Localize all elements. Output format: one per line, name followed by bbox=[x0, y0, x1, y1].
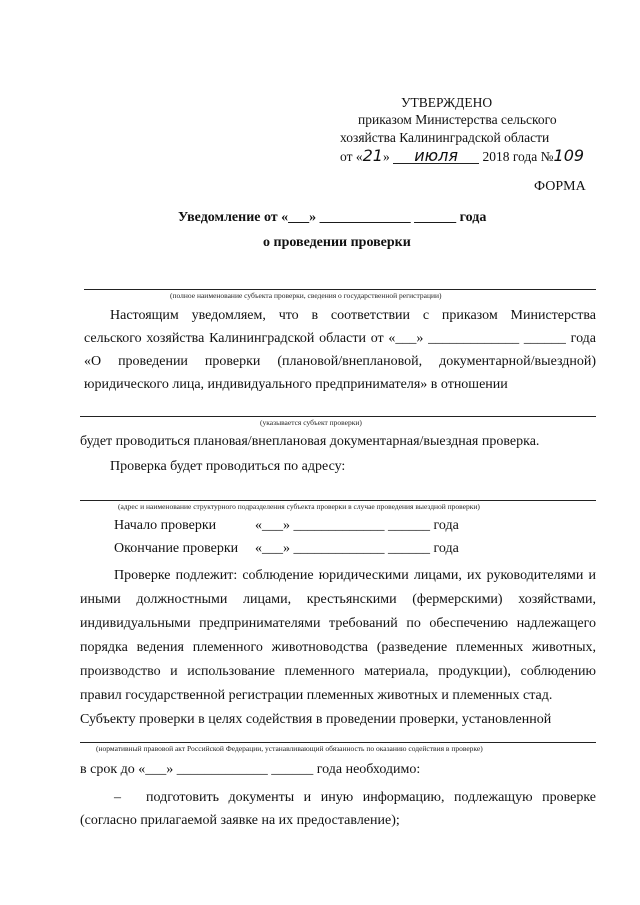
deadline-line: в срок до «___» _____________ ______ года необходимо: bbox=[80, 762, 421, 777]
bullet-dash: – bbox=[114, 790, 121, 805]
paragraph-2-line-2: иными должностными лицами, крестьянскими (фермерскими) хозяйствами, bbox=[80, 592, 596, 607]
paragraph-2-line-7: Субъекту проверки в целях содействия в проведении проверки, установленной bbox=[80, 712, 552, 727]
approval-line-1: приказом Министерства сельского bbox=[358, 112, 557, 127]
paragraph-1-line-3: «О проведении проверки (плановой/внеплановой, документарной/выездной) bbox=[84, 354, 596, 369]
paragraph-2-line-4: порядка ведения племенного животноводства (разведение племенных животных, bbox=[80, 640, 596, 655]
handwritten-day: 21 bbox=[362, 146, 383, 165]
notice-heading: Уведомление от «___» _____________ ______ года bbox=[178, 210, 487, 225]
caption-subject: (указывается субъект проверки) bbox=[260, 418, 362, 427]
caption-address: (адрес и наименование структурного подразделения субъекта проверки в случае проведения выездной проверки) bbox=[118, 502, 480, 511]
address-line bbox=[80, 500, 596, 501]
bullet-line-2: (согласно прилагаемой заявке на их предоставление); bbox=[80, 813, 400, 828]
end-label: Окончание проверки bbox=[114, 541, 239, 556]
notice-subheading: о проведении проверки bbox=[263, 235, 411, 250]
caption-legal-act: (нормативный правовой акт Российской Федерации, устанавливающий обязанность по оказанию содействия в проверке) bbox=[96, 744, 483, 753]
paragraph-1-line-2: сельского хозяйства Калининградской области от «___» _____________ ______ года bbox=[84, 331, 596, 346]
bullet-line-1: подготовить документы и иную информацию, подлежащую проверке bbox=[146, 790, 596, 805]
will-be-conducted: будет проводиться плановая/внеплановая документарная/выездная проверка. bbox=[80, 434, 540, 449]
paragraph-2-line-6: правил государственной регистрации племенных животных и племенных стад. bbox=[80, 688, 553, 703]
date-quote-close: » bbox=[382, 149, 390, 164]
subject-name-line bbox=[84, 289, 596, 290]
start-value: «___» _____________ ______ года bbox=[255, 518, 459, 533]
paragraph-2-line-3: индивидуальными предпринимателями требований по обеспечению надлежащего bbox=[80, 616, 596, 631]
subject-line bbox=[80, 416, 596, 417]
caption-subject-full-name: (полное наименование субъекта проверки, сведения о государственной регистрации) bbox=[170, 291, 442, 300]
handwritten-month: июля bbox=[393, 148, 479, 164]
approval-date-line bbox=[340, 147, 584, 166]
start-label: Начало проверки bbox=[114, 518, 217, 533]
address-intro: Проверка будет проводиться по адресу: bbox=[110, 459, 346, 474]
form-label: ФОРМА bbox=[534, 179, 586, 194]
approval-line-2: хозяйства Калининградской области bbox=[340, 130, 550, 145]
paragraph-2-line-5: производство и использование племенного материала, продукции), соблюдению bbox=[80, 664, 596, 679]
paragraph-2-line-1: Проверке подлежит: соблюдение юридическими лицами, их руководителями и bbox=[114, 568, 596, 583]
end-value: «___» _____________ ______ года bbox=[255, 541, 459, 556]
legal-act-line bbox=[80, 742, 596, 743]
date-year-text: 2018 года № bbox=[482, 149, 554, 164]
approval-title: УТВЕРЖДЕНО bbox=[401, 95, 493, 110]
date-prefix: от « bbox=[340, 149, 363, 164]
handwritten-number: 109 bbox=[553, 146, 585, 165]
paragraph-1-line-4: юридического лица, индивидуального предпринимателя» в отношении bbox=[84, 377, 508, 392]
paragraph-1-line-1: Настоящим уведомляем, что в соответствии с приказом Министерства bbox=[110, 308, 596, 323]
